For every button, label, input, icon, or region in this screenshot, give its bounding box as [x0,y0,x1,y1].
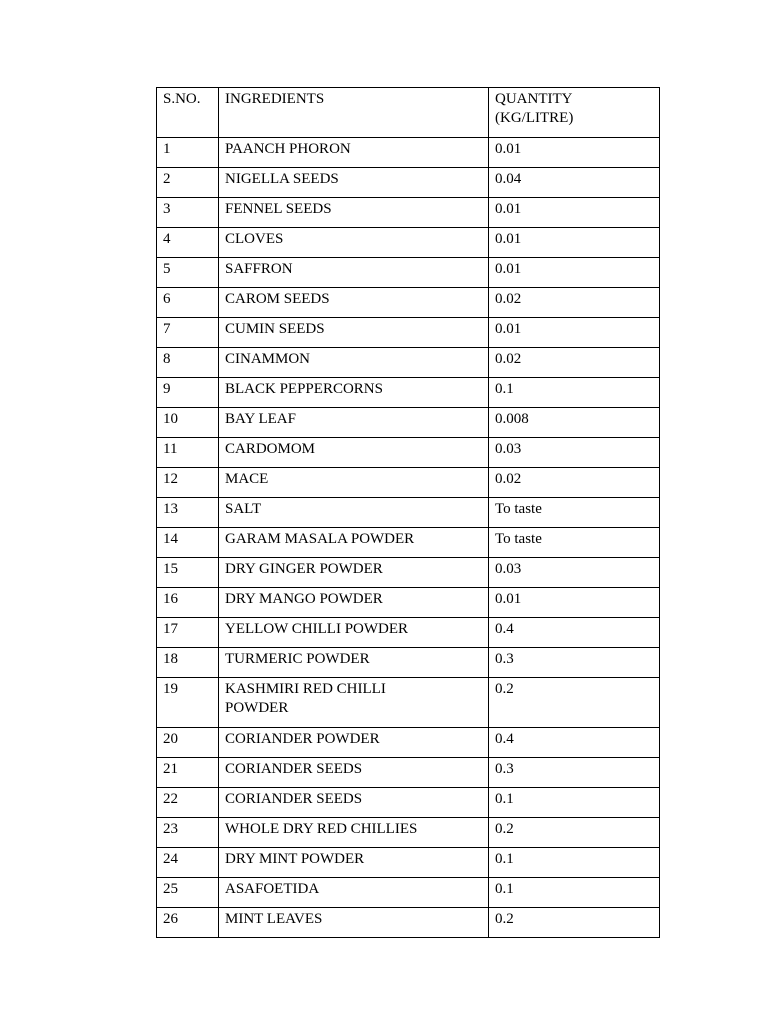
cell-ingredient: CARDOMOM [219,438,489,468]
table-row [157,138,660,168]
cell-quantity: 0.1 [489,378,660,408]
cell-quantity: 0.4 [489,728,660,758]
cell-sno: 3 [157,198,219,228]
cell-sno: 7 [157,318,219,348]
table-body [157,88,660,938]
cell-ingredient: CUMIN SEEDS [219,318,489,348]
cell-ingredient: CORIANDER POWDER [219,728,489,758]
table-row [157,878,660,908]
cell-quantity: 0.02 [489,348,660,378]
table-row [157,348,660,378]
cell-quantity: 0.2 [489,678,660,728]
cell-sno: 20 [157,728,219,758]
cell-ingredient: WHOLE DRY RED CHILLIES [219,818,489,848]
cell-ingredient: GARAM MASALA POWDER [219,528,489,558]
cell-sno: 22 [157,788,219,818]
cell-ingredient: YELLOW CHILLI POWDER [219,618,489,648]
table-row [157,438,660,468]
cell-ingredient: TURMERIC POWDER [219,648,489,678]
cell-ingredient-line1: KASHMIRI RED CHILLI [225,681,386,697]
cell-ingredient: CINAMMON [219,348,489,378]
cell-sno: 21 [157,758,219,788]
table-row [157,818,660,848]
cell-ingredient: DRY MANGO POWDER [219,588,489,618]
cell-quantity: 0.01 [489,198,660,228]
cell-sno: 13 [157,498,219,528]
table-row [157,558,660,588]
cell-sno: 12 [157,468,219,498]
cell-quantity: 0.2 [489,818,660,848]
header-quantity-line2: (KG/LITRE) [495,110,574,126]
cell-quantity: 0.04 [489,168,660,198]
table-row [157,378,660,408]
cell-ingredient: DRY MINT POWDER [219,848,489,878]
cell-ingredient: CORIANDER SEEDS [219,788,489,818]
cell-ingredient: CAROM SEEDS [219,288,489,318]
cell-sno: 4 [157,228,219,258]
table-row [157,758,660,788]
cell-ingredient [219,678,489,728]
table-row [157,408,660,438]
cell-sno: 8 [157,348,219,378]
cell-sno: 2 [157,168,219,198]
cell-ingredient: DRY GINGER POWDER [219,558,489,588]
cell-quantity: To taste [489,528,660,558]
cell-ingredient: BAY LEAF [219,408,489,438]
cell-ingredient: ASAFOETIDA [219,878,489,908]
cell-sno: 15 [157,558,219,588]
cell-quantity: 0.3 [489,648,660,678]
cell-sno: 26 [157,908,219,938]
cell-sno: 11 [157,438,219,468]
table-row [157,468,660,498]
table-row [157,318,660,348]
cell-ingredient: PAANCH PHORON [219,138,489,168]
header-quantity [489,88,660,138]
table-row [157,168,660,198]
cell-quantity: 0.2 [489,908,660,938]
cell-quantity: 0.02 [489,468,660,498]
cell-quantity: 0.4 [489,618,660,648]
cell-sno: 19 [157,678,219,728]
table-row [157,228,660,258]
cell-ingredient: CORIANDER SEEDS [219,758,489,788]
cell-sno: 17 [157,618,219,648]
table-row [157,678,660,728]
cell-sno: 18 [157,648,219,678]
cell-ingredient: SAFFRON [219,258,489,288]
cell-sno: 5 [157,258,219,288]
table-row [157,788,660,818]
cell-quantity: 0.008 [489,408,660,438]
cell-quantity: 0.03 [489,438,660,468]
cell-quantity: 0.03 [489,558,660,588]
table-row [157,258,660,288]
table-row [157,588,660,618]
table-row [157,528,660,558]
cell-quantity: 0.01 [489,138,660,168]
cell-sno: 6 [157,288,219,318]
table-row [157,848,660,878]
cell-quantity: 0.01 [489,588,660,618]
ingredients-table [156,87,660,938]
cell-sno: 16 [157,588,219,618]
cell-sno: 24 [157,848,219,878]
table-row [157,618,660,648]
cell-sno: 10 [157,408,219,438]
cell-ingredient: MINT LEAVES [219,908,489,938]
header-sno: S.NO. [157,88,219,138]
table-row [157,728,660,758]
cell-quantity: To taste [489,498,660,528]
table-row [157,908,660,938]
cell-ingredient: CLOVES [219,228,489,258]
cell-sno: 1 [157,138,219,168]
cell-quantity: 0.3 [489,758,660,788]
table-row [157,288,660,318]
cell-quantity: 0.1 [489,878,660,908]
cell-quantity: 0.01 [489,258,660,288]
cell-sno: 14 [157,528,219,558]
cell-ingredient: SALT [219,498,489,528]
cell-sno: 23 [157,818,219,848]
cell-sno: 9 [157,378,219,408]
cell-quantity: 0.1 [489,848,660,878]
cell-quantity: 0.02 [489,288,660,318]
cell-ingredient: NIGELLA SEEDS [219,168,489,198]
cell-sno: 25 [157,878,219,908]
table-row [157,648,660,678]
cell-ingredient: MACE [219,468,489,498]
header-quantity-line1: QUANTITY [495,91,573,107]
cell-ingredient: BLACK PEPPERCORNS [219,378,489,408]
cell-ingredient-line2: POWDER [225,700,289,716]
table-row [157,198,660,228]
cell-quantity: 0.01 [489,228,660,258]
cell-ingredient: FENNEL SEEDS [219,198,489,228]
table-row [157,498,660,528]
header-row [157,88,660,138]
cell-quantity: 0.01 [489,318,660,348]
cell-quantity: 0.1 [489,788,660,818]
header-ingredients: INGREDIENTS [219,88,489,138]
